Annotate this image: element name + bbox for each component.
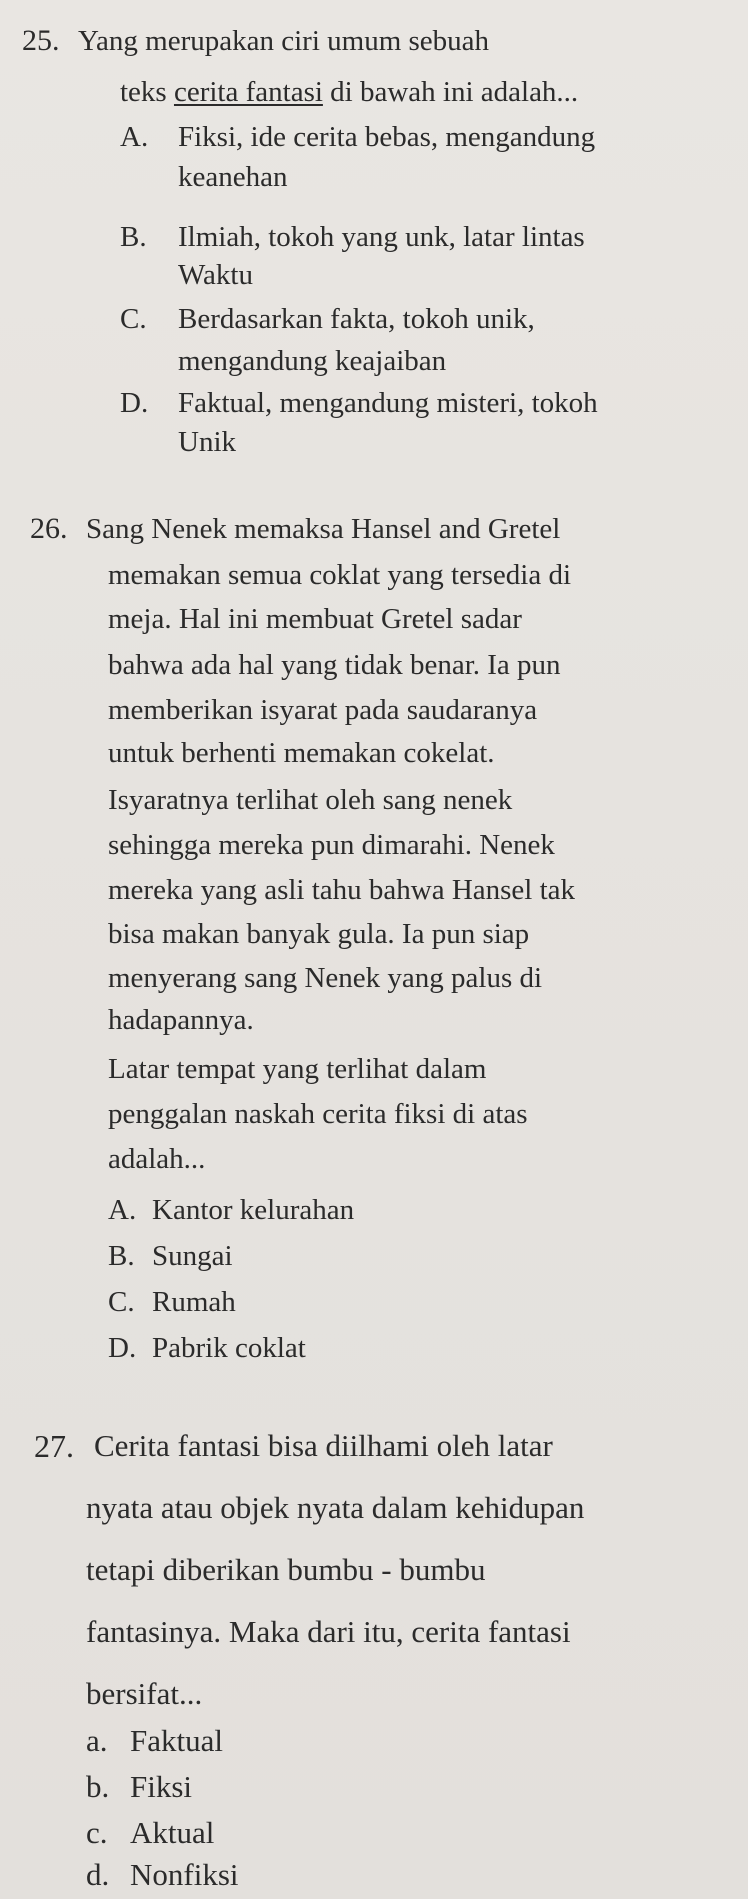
option-letter: B. xyxy=(120,221,147,253)
option-letter: D. xyxy=(108,1332,137,1364)
passage-line: mereka yang asli tahu bahwa Hansel tak xyxy=(108,874,576,906)
option-text-line: Unik xyxy=(178,426,236,458)
question-stem-line: tetapi diberikan bumbu - bumbu xyxy=(86,1552,486,1587)
passage-line: hadapannya. xyxy=(108,1004,254,1036)
question-stem-line: Cerita fantasi bisa diilhami oleh latar xyxy=(94,1428,553,1463)
option-text-line: mengandung keajaiban xyxy=(178,345,447,377)
passage-line: memberikan isyarat pada saudaranya xyxy=(108,694,538,726)
underlined-term: cerita fantasi xyxy=(173,76,323,108)
passage-line: sehingga mereka pun dimarahi. Nenek xyxy=(108,829,555,861)
question-number: 27. xyxy=(34,1428,74,1464)
option-text: Rumah xyxy=(152,1286,236,1318)
option-text: Nonfiksi xyxy=(130,1857,239,1892)
passage-line: memakan semua coklat yang tersedia di xyxy=(108,559,572,591)
passage-line: meja. Hal ini membuat Gretel sadar xyxy=(108,603,522,635)
option-letter: A. xyxy=(108,1194,137,1226)
passage-line: untuk berhenti memakan cokelat. xyxy=(108,737,495,769)
option-text-line: Faktual, mengandung misteri, tokoh xyxy=(178,387,598,419)
question-stem-line: bersifat... xyxy=(86,1676,203,1711)
question-number: 25. xyxy=(22,24,60,57)
option-text-line: Ilmiah, tokoh yang unk, latar lintas xyxy=(178,221,585,253)
question-number: 26. xyxy=(30,512,68,545)
option-text: Aktual xyxy=(130,1815,215,1850)
question-line: adalah... xyxy=(108,1143,206,1175)
option-letter: A. xyxy=(120,121,149,153)
question-line: Latar tempat yang terlihat dalam xyxy=(108,1053,487,1085)
option-text-line: Fiksi, ide cerita bebas, mengandung xyxy=(178,121,596,153)
option-text-line: Berdasarkan fakta, tokoh unik, xyxy=(178,303,535,335)
option-letter: C. xyxy=(108,1286,135,1318)
option-letter: c. xyxy=(86,1815,108,1850)
option-text-line: Waktu xyxy=(178,259,253,291)
passage-line: menyerang sang Nenek yang palus di xyxy=(108,962,543,994)
option-letter: d. xyxy=(86,1857,110,1892)
option-letter: D. xyxy=(120,387,149,419)
question-stem-line: fantasinya. Maka dari itu, cerita fantasi xyxy=(86,1614,571,1649)
option-text: Faktual xyxy=(130,1723,223,1758)
passage-line: bisa makan banyak gula. Ia pun siap xyxy=(108,918,530,950)
passage-line: Isyaratnya terlihat oleh sang nenek xyxy=(108,784,513,816)
option-text: Fiksi xyxy=(130,1769,193,1804)
question-line: penggalan naskah cerita fiksi di atas xyxy=(108,1098,528,1130)
question-stem-line: teks cerita fantasi di bawah ini adalah... xyxy=(120,76,579,108)
option-text: Kantor kelurahan xyxy=(152,1194,355,1226)
option-letter: b. xyxy=(86,1769,110,1804)
option-letter: B. xyxy=(108,1240,135,1272)
option-text-line: keanehan xyxy=(178,161,288,193)
option-text: Pabrik coklat xyxy=(152,1332,306,1364)
question-stem-line: nyata atau objek nyata dalam kehidupan xyxy=(86,1490,585,1525)
passage-line: bahwa ada hal yang tidak benar. Ia pun xyxy=(108,649,561,681)
option-text: Sungai xyxy=(152,1240,233,1272)
passage-line: Sang Nenek memaksa Hansel and Gretel xyxy=(86,513,561,545)
option-letter: C. xyxy=(120,303,147,335)
question-stem-line: Yang merupakan ciri umum sebuah xyxy=(78,25,490,57)
option-letter: a. xyxy=(86,1723,108,1758)
